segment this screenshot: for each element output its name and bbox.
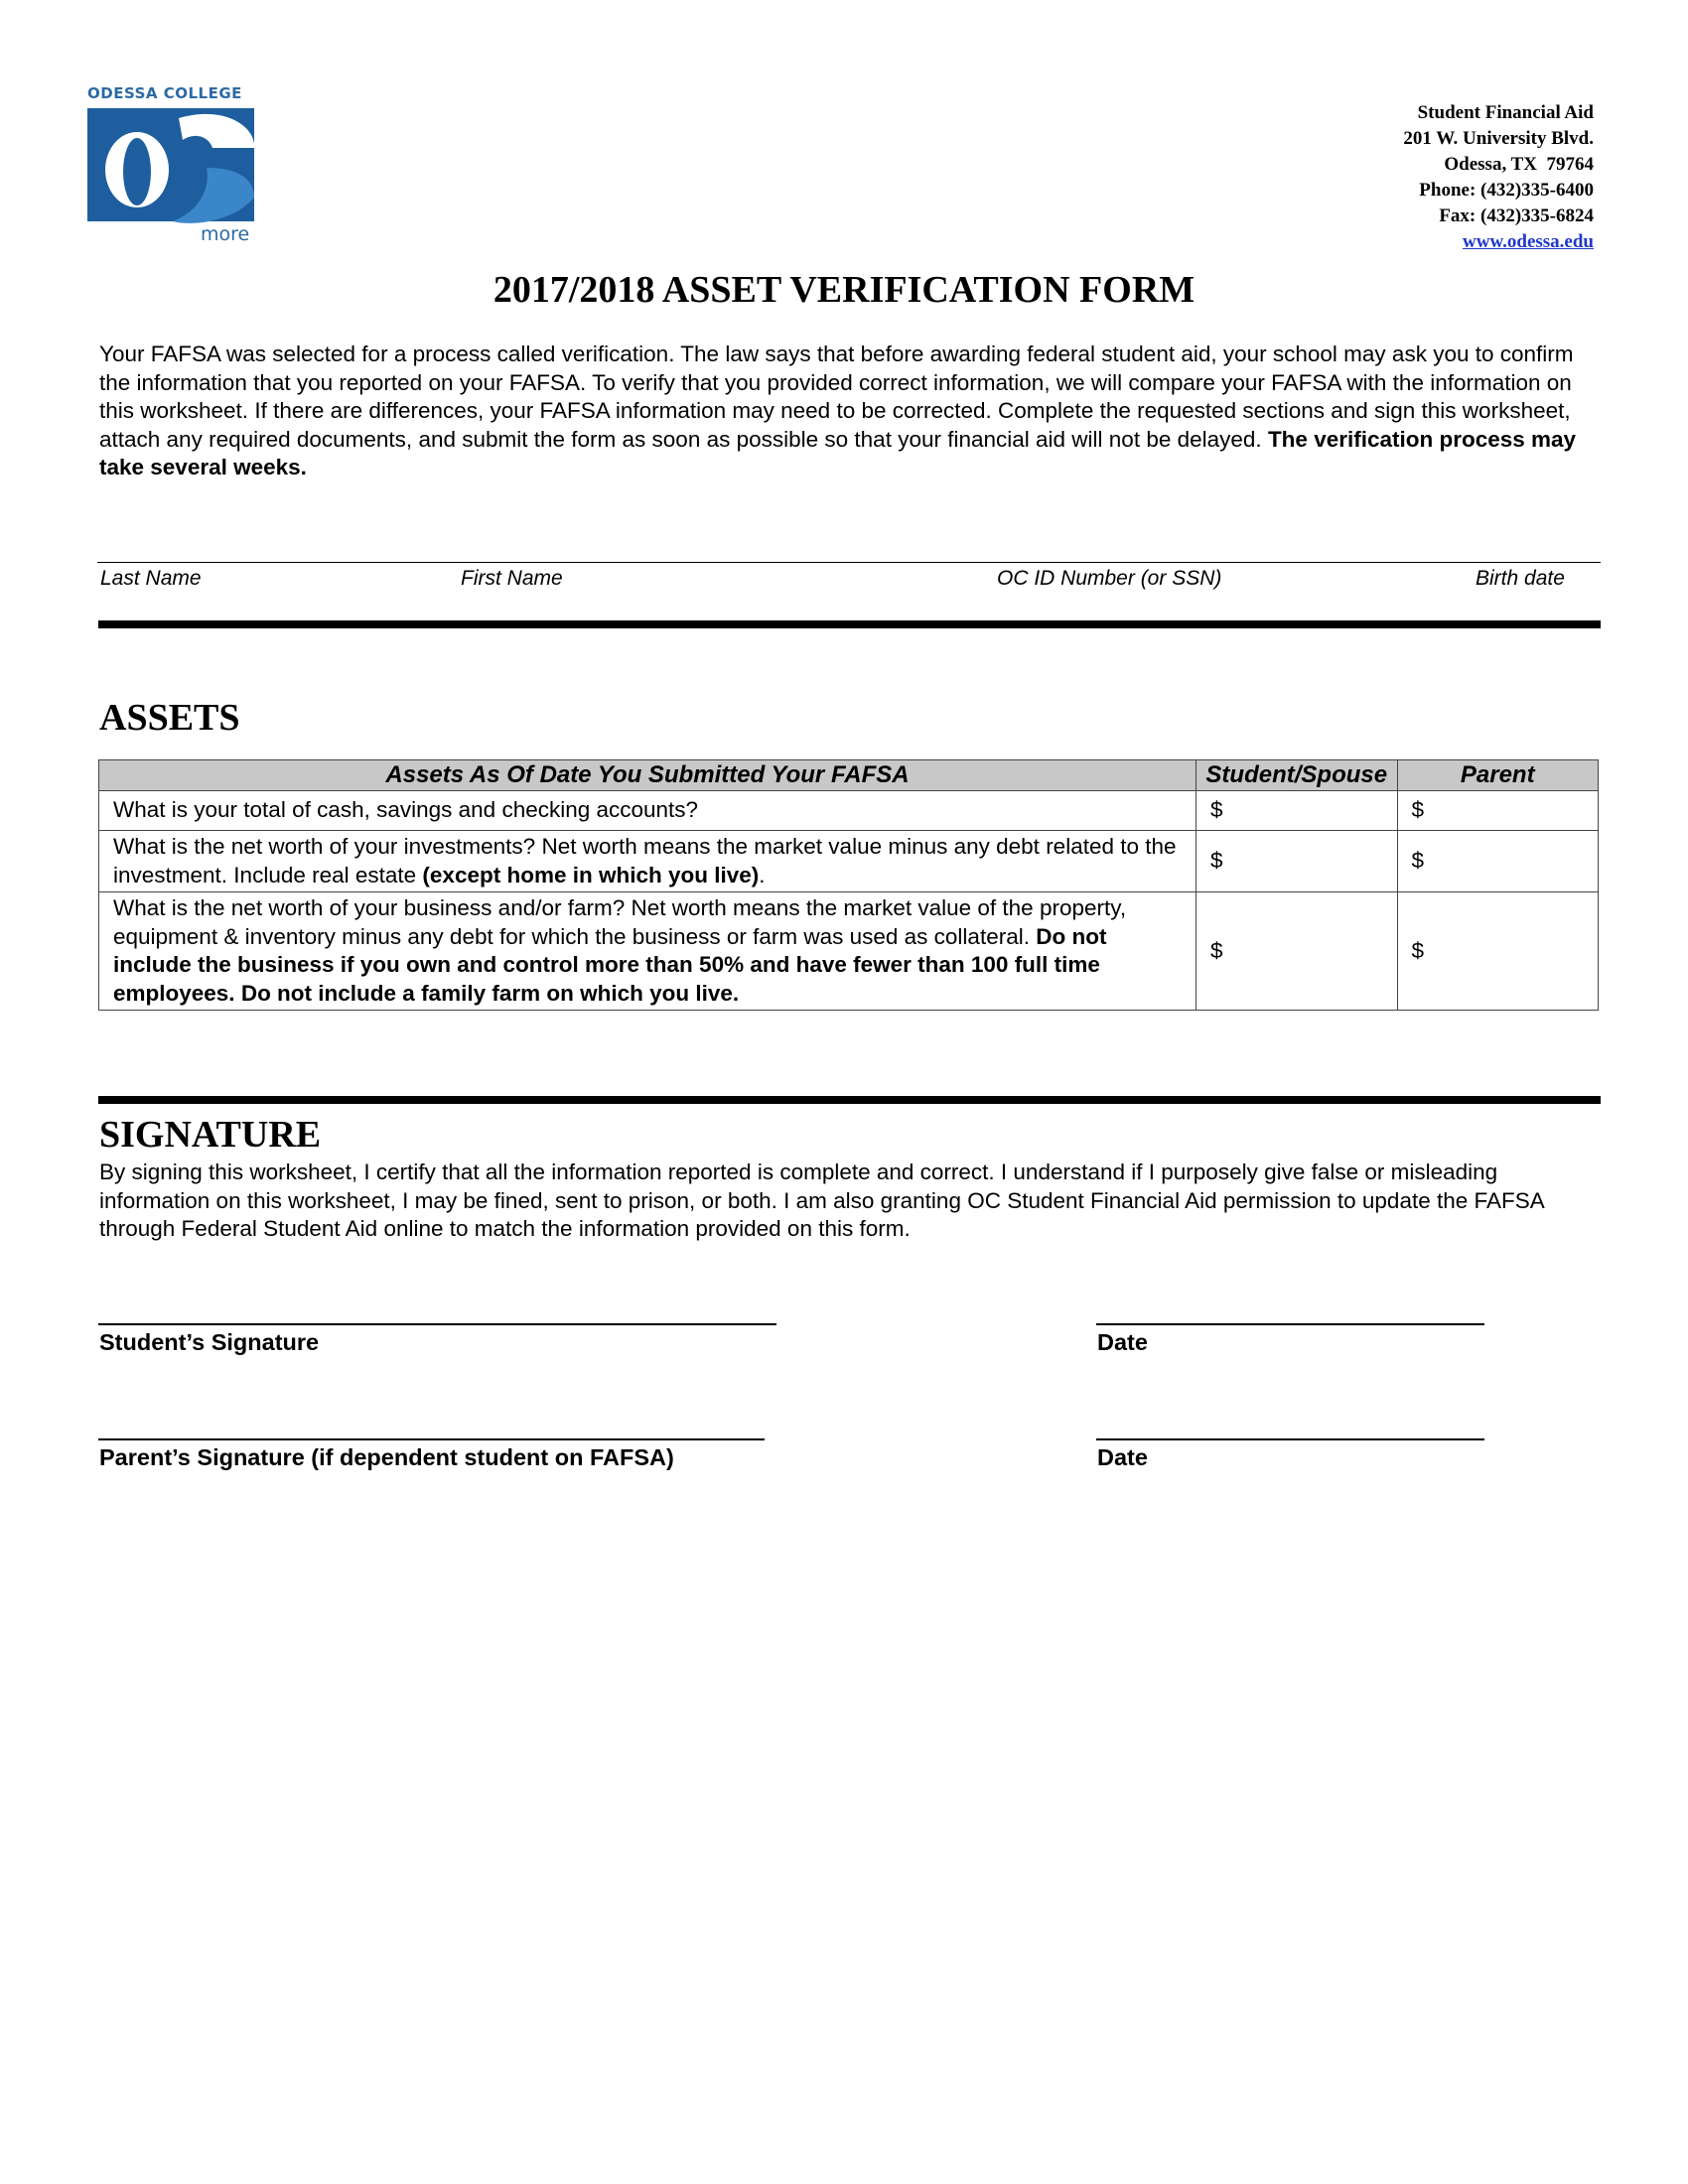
parent-business-field[interactable]: $ — [1397, 892, 1599, 1011]
website-link[interactable]: www.odessa.edu — [1463, 231, 1594, 252]
contact-address-line2: Odessa, TX 79764 — [1444, 154, 1594, 175]
student-cash-field[interactable]: $ — [1196, 791, 1397, 831]
cash-question: What is your total of cash, savings and checking accounts? — [99, 791, 1196, 831]
parent-signature-line[interactable] — [98, 1438, 765, 1440]
contact-office: Student Financial Aid — [1417, 102, 1594, 123]
intro-bold-text: The verification process may take several weeks. — [99, 426, 1577, 480]
contact-phone: Phone: (432)335-6400 — [1419, 180, 1594, 201]
section-divider — [98, 1096, 1601, 1104]
investments-question-tail: . — [759, 862, 766, 887]
business-question-text: What is the net worth of your business and/or farm? Net worth means the market value of the property, equipment & inventory minus any debt for which the business or farm was used as collateral. — [113, 895, 1127, 949]
student-date-line[interactable] — [1096, 1323, 1484, 1325]
table-row — [99, 892, 1599, 1011]
table-row — [99, 791, 1599, 831]
student-business-field[interactable]: $ — [1196, 892, 1397, 1011]
logo-college-text: ODESSA COLLEGE — [87, 84, 242, 102]
college-logo — [87, 84, 256, 248]
student-signature-label: Student’s Signature — [99, 1329, 320, 1355]
parent-column-header: Parent — [1397, 760, 1599, 791]
name-entry-line[interactable] — [97, 562, 1601, 563]
oc-logo-icon — [87, 108, 256, 227]
signature-heading: SIGNATURE — [99, 1114, 322, 1156]
last-name-label: Last Name — [100, 567, 202, 590]
form-title: 2017/2018 ASSET VERIFICATION FORM — [492, 269, 1196, 311]
signature-certification-text: By signing this worksheet, I certify that all the information reported is complete and correct. I understand if I purposely give false or misleading information on this worksheet, I may be fined, sent to prison, or both. I am also granting OC Student Financial Aid permission to update the FAFSA through Federal Student Aid online to match the information provided on this form. — [99, 1160, 1544, 1242]
business-question-bold: Do not include the business if you own and control more than 50% and have fewer than 100 full time employees. Do not include a family farm on which you live. — [113, 923, 1107, 1006]
assets-column-header: Assets As Of Date You Submitted Your FAFSA — [99, 760, 1196, 791]
parent-date-line[interactable] — [1096, 1438, 1484, 1440]
business-question — [99, 892, 1196, 1011]
parent-date-label: Date — [1097, 1444, 1148, 1470]
birth-date-label: Birth date — [1476, 567, 1565, 590]
parent-cash-field[interactable]: $ — [1397, 791, 1599, 831]
assets-heading: ASSETS — [99, 697, 240, 739]
intro-text: Your FAFSA was selected for a process called verification. The law says that before awarding federal student aid, your school may ask you to confirm the information that you reported on your FAFSA. To verify that you provided correct information, we will compare your FAFSA with the information on this worksheet. If there are differences, your FAFSA information may need to be corrected. Complete the requested sections and sign this worksheet, attach any required documents, and submit the form as soon as possible so that your financial aid will not be delayed. — [99, 341, 1574, 452]
first-name-label: First Name — [461, 567, 563, 590]
student-signature-line[interactable] — [98, 1323, 776, 1325]
student-investments-field[interactable]: $ — [1196, 831, 1397, 892]
parent-signature-label: Parent’s Signature (if dependent student on FAFSA) — [99, 1444, 674, 1470]
investments-question — [99, 831, 1196, 892]
contact-block — [1403, 100, 1594, 255]
investments-question-text: What is the net worth of your investments? Net worth means the market value minus any debt related to the investment. Include real estate — [113, 834, 1177, 887]
contact-address-line1: 201 W. University Blvd. — [1403, 128, 1594, 149]
contact-fax: Fax: (432)335-6824 — [1439, 205, 1594, 226]
student-spouse-column-header: Student/Spouse — [1196, 760, 1397, 791]
assets-table — [98, 759, 1599, 1011]
intro-paragraph — [99, 341, 1609, 482]
section-divider — [98, 620, 1601, 628]
student-date-label: Date — [1097, 1329, 1148, 1355]
id-number-label: OC ID Number (or SSN) — [997, 567, 1222, 590]
investments-question-bold: (except home in which you live) — [422, 862, 760, 887]
logo-tagline: more — [201, 223, 250, 245]
table-row — [99, 831, 1599, 892]
parent-investments-field[interactable]: $ — [1397, 831, 1599, 892]
